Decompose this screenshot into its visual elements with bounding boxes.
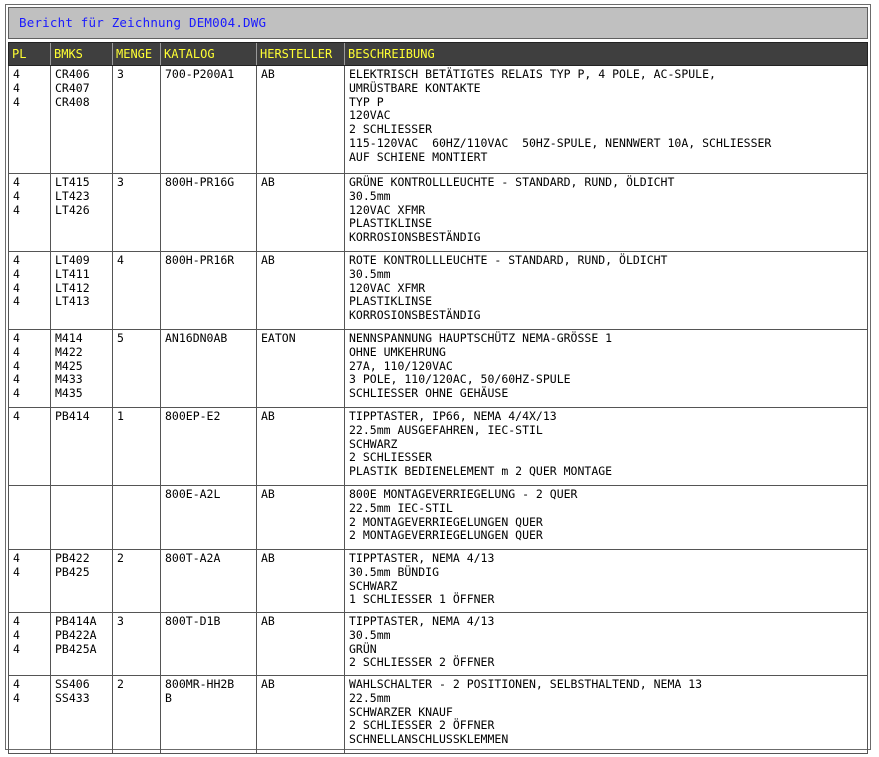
cell-hersteller: EATON xyxy=(257,330,345,407)
cell-pl: 4 4 4 xyxy=(9,66,51,173)
cell-hersteller: AB xyxy=(257,252,345,329)
cell-menge: 3 xyxy=(113,174,161,251)
table-row[interactable] xyxy=(8,676,868,754)
report-window xyxy=(5,4,871,750)
cell-menge: 3 xyxy=(113,613,161,675)
cell-beschreibung: GRÜNE KONTROLLLEUCHTE - STANDARD, RUND, ÖLDICHT 30.5mm 120VAC XFMR PLASTIKLINSE KORROSIONSBESTÄNDIG xyxy=(349,175,675,245)
column-header-hersteller[interactable]: HERSTELLER xyxy=(257,43,345,65)
cell-bmks: CR406 CR407 CR408 xyxy=(51,66,113,173)
cell-beschreibung: TIPPTASTER, IP66, NEMA 4/4X/13 22.5mm AUSGEFAHREN, IEC-STIL SCHWARZ 2 SCHLIESSER PLASTIK BEDIENELEMENT m 2 QUER MONTAGE xyxy=(349,409,613,479)
cell-katalog: 800T-D1B xyxy=(161,613,257,675)
cell-pl: 4 4 4 xyxy=(9,174,51,251)
cell-bmks: PB422 PB425 xyxy=(51,550,113,612)
cell-beschreibung: ROTE KONTROLLLEUCHTE - STANDARD, RUND, ÖLDICHT 30.5mm 120VAC XFMR PLASTIKLINSE KORROSIONSBESTÄNDIG xyxy=(349,253,668,323)
cell-menge: 2 xyxy=(113,550,161,612)
cell-menge: 2 xyxy=(113,676,161,753)
table-row[interactable] xyxy=(8,330,868,408)
cell-beschreibung: TIPPTASTER, NEMA 4/13 30.5mm GRÜN 2 SCHLIESSER 2 ÖFFNER xyxy=(349,614,495,670)
report-title: Bericht für Zeichnung DEM004.DWG xyxy=(19,15,267,30)
report-title-bar xyxy=(8,7,868,39)
cell-pl: 4 xyxy=(9,408,51,485)
cell-bmks: PB414 xyxy=(51,408,113,485)
cell-hersteller: AB xyxy=(257,676,345,753)
cell-hersteller: AB xyxy=(257,550,345,612)
cell-menge xyxy=(113,486,161,549)
cell-bmks: M414 M422 M425 M433 M435 xyxy=(51,330,113,407)
cell-katalog: 700-P200A1 xyxy=(161,66,257,173)
cell-hersteller: AB xyxy=(257,486,345,549)
cell-pl: 4 4 xyxy=(9,676,51,753)
table-row[interactable] xyxy=(8,408,868,486)
column-header-beschreibung[interactable]: BESCHREIBUNG xyxy=(348,47,435,61)
column-header-menge[interactable]: MENGE xyxy=(113,43,161,65)
cell-katalog: 800T-A2A xyxy=(161,550,257,612)
table-row[interactable] xyxy=(8,550,868,613)
cell-menge: 5 xyxy=(113,330,161,407)
cell-katalog: 800H-PR16G xyxy=(161,174,257,251)
cell-hersteller: AB xyxy=(257,66,345,173)
cell-pl: 4 4 4 4 4 xyxy=(9,330,51,407)
cell-menge: 4 xyxy=(113,252,161,329)
cell-pl: 4 4 xyxy=(9,550,51,612)
cell-pl: 4 4 4 4 xyxy=(9,252,51,329)
table-row[interactable] xyxy=(8,486,868,550)
cell-pl xyxy=(9,486,51,549)
cell-beschreibung: NENNSPANNUNG HAUPTSCHÜTZ NEMA-GRÖSSE 1 OHNE UMKEHRUNG 27A, 110/120VAC 3 POLE, 110/120AC, 50/60HZ-SPULE SCHLIESSER OHNE GEHÄUSE xyxy=(349,331,613,401)
cell-beschreibung: ELEKTRISCH BETÄTIGTES RELAIS TYP P, 4 POLE, AC-SPULE, UMRÜSTBARE KONTAKTE TYP P 120VAC 2 SCHLIESSER 115-120VAC 60HZ/110VAC 50HZ-SPULE, NENNWERT 10A, SCHLIESSER AUF SCHIENE MONTIERT xyxy=(349,67,772,164)
cell-bmks: SS406 SS433 xyxy=(51,676,113,753)
cell-katalog: AN16DN0AB xyxy=(161,330,257,407)
cell-beschreibung: WAHLSCHALTER - 2 POSITIONEN, SELBSTHALTEND, NEMA 13 22.5mm SCHWARZER KNAUF 2 SCHLIESSER 2 ÖFFNER SCHNELLANSCHLUSSKLEMMEN xyxy=(349,677,703,747)
cell-katalog: 800EP-E2 xyxy=(161,408,257,485)
table-header xyxy=(8,42,868,66)
cell-menge: 3 xyxy=(113,66,161,173)
cell-hersteller: AB xyxy=(257,408,345,485)
cell-beschreibung: 800E MONTAGEVERRIEGELUNG - 2 QUER 22.5mm IEC-STIL 2 MONTAGEVERRIEGELUNGEN QUER 2 MONTAGEVERRIEGELUNGEN QUER xyxy=(349,487,578,543)
cell-hersteller: AB xyxy=(257,613,345,675)
cell-hersteller: AB xyxy=(257,174,345,251)
cell-katalog: 800MR-HH2B B xyxy=(161,676,257,753)
cell-beschreibung: TIPPTASTER, NEMA 4/13 30.5mm BÜNDIG SCHWARZ 1 SCHLIESSER 1 ÖFFNER xyxy=(349,551,495,607)
cell-bmks: LT415 LT423 LT426 xyxy=(51,174,113,251)
column-header-pl[interactable]: PL xyxy=(9,43,51,65)
cell-bmks: PB414A PB422A PB425A xyxy=(51,613,113,675)
table-row[interactable] xyxy=(8,174,868,252)
table-row[interactable] xyxy=(8,66,868,174)
cell-pl: 4 4 4 xyxy=(9,613,51,675)
cell-katalog: 800E-A2L xyxy=(161,486,257,549)
table-row[interactable] xyxy=(8,613,868,676)
column-header-bmks[interactable]: BMKS xyxy=(51,43,113,65)
cell-bmks: LT409 LT411 LT412 LT413 xyxy=(51,252,113,329)
cell-menge: 1 xyxy=(113,408,161,485)
table-row[interactable] xyxy=(8,252,868,330)
cell-bmks xyxy=(51,486,113,549)
column-header-katalog[interactable]: KATALOG xyxy=(161,43,257,65)
cell-katalog: 800H-PR16R xyxy=(161,252,257,329)
